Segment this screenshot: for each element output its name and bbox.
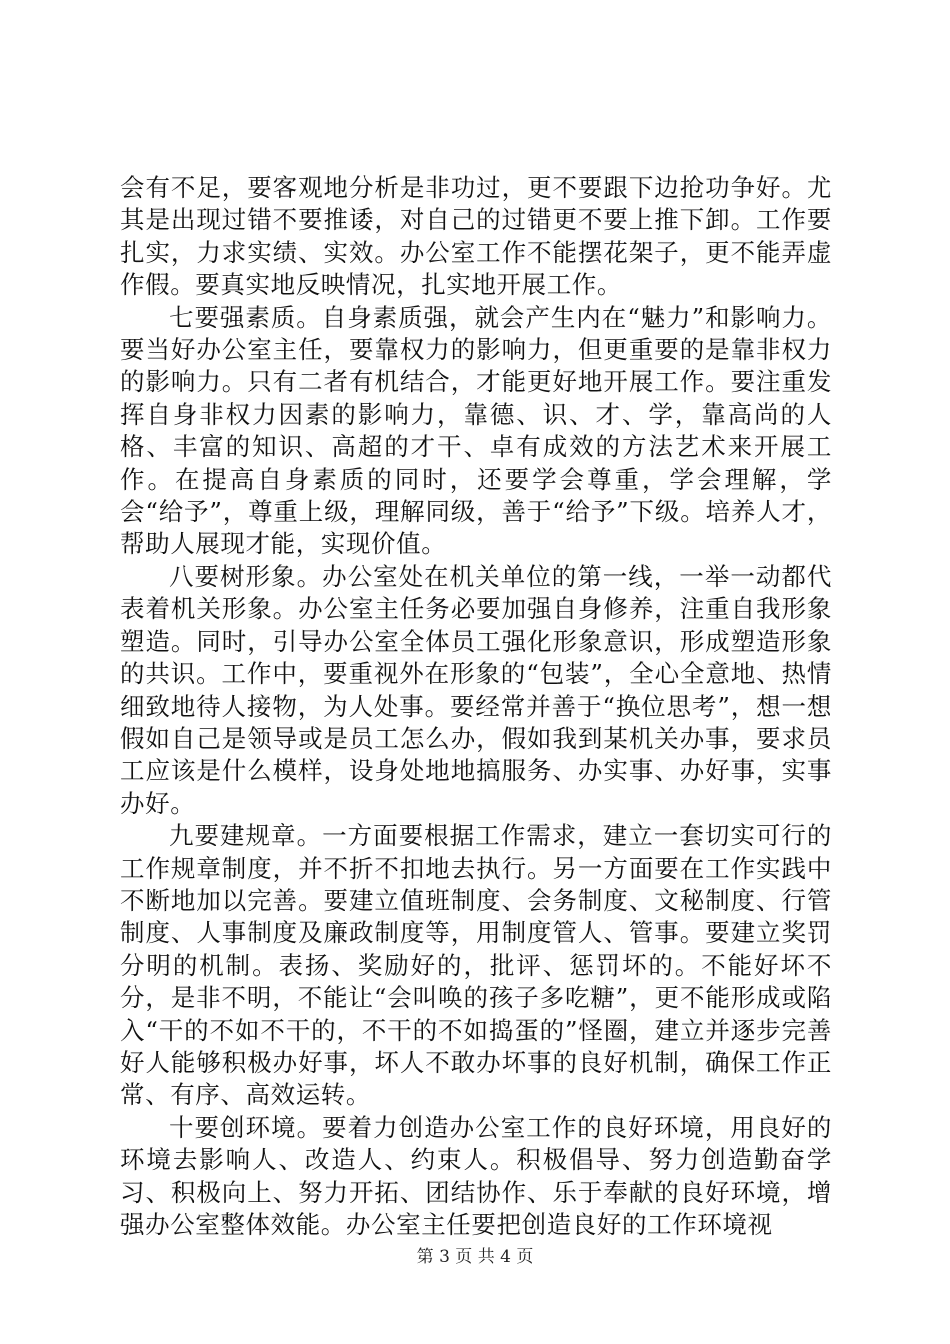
paragraph: 八要树形象。办公室处在机关单位的第一线，一举一动都代表着机关形象。办公室主任务必要加强自身修养，注重自我形象塑造。同时，引导办公室全体员工强化形象意识，形成塑造形象的共识。工作中，要重视外在形象的“包装”，全心全意地、热情细致地待人接物，为人处事。要经常并善于“换位思考”，想一想假如自己是领导或是员工怎么办，假如我到某机关办事，要求员工应该是什么模样，设身处地地搞服务、办实事、办好事，实事办好。 [120, 561, 832, 818]
paragraph: 会有不足，要客观地分析是非功过，更不要跟下边抢功争好。尤其是出现过错不要推诿，对自己的过错更不要上推下卸。工作要扎实，力求实绩、实效。办公室工作不能摆花架子，更不能弄虚作假。要真实地反映情况，扎实地开展工作。 [120, 173, 832, 300]
page-footer: 第 3 页 共 4 页 [416, 1247, 534, 1267]
paragraph: 九要建规章。一方面要根据工作需求，建立一套切实可行的工作规章制度，并不折不扣地去执行。另一方面要在工作实践中不断地加以完善。要建立值班制度、会务制度、文秘制度、行管制度、人事制度及廉政制度等，用制度管人、管事。要建立奖罚分明的机制。表扬、奖励好的，批评、惩罚坏的。不能好坏不分，是非不明，不能让“会叫唤的孩子多吃糖”，更不能形成或陷入“干的不如不干的，不干的不如捣蛋的”怪圈，建立并逐步完善好人能够积极办好事，坏人不敢办坏事的良好机制，确保工作正常、有序、高效运转。 [120, 821, 832, 1110]
paragraph: 七要强素质。自身素质强，就会产生内在“魅力”和影响力。要当好办公室主任，要靠权力的影响力，但更重要的是靠非权力的影响力。只有二者有机结合，才能更好地开展工作。要注重发挥自身非权力因素的影响力，靠德、识、才、学，靠高尚的人格、丰富的知识、高超的才干、卓有成效的方法艺术来开展工作。在提高自身素质的同时，还要学会尊重，学会理解，学会“给予”，尊重上级，理解同级，善于“给予”下级。培养人才，帮助人展现才能，实现价值。 [120, 302, 832, 559]
document-body [120, 172, 832, 1241]
paragraph: 十要创环境。要着力创造办公室工作的良好环境，用良好的环境去影响人、改造人、约束人。积极倡导、努力创造勤奋学习、积极向上、努力开拓、团结协作、乐于奉献的良好环境，增强办公室整体效能。办公室主任要把创造良好的工作环境视 [120, 1112, 832, 1239]
